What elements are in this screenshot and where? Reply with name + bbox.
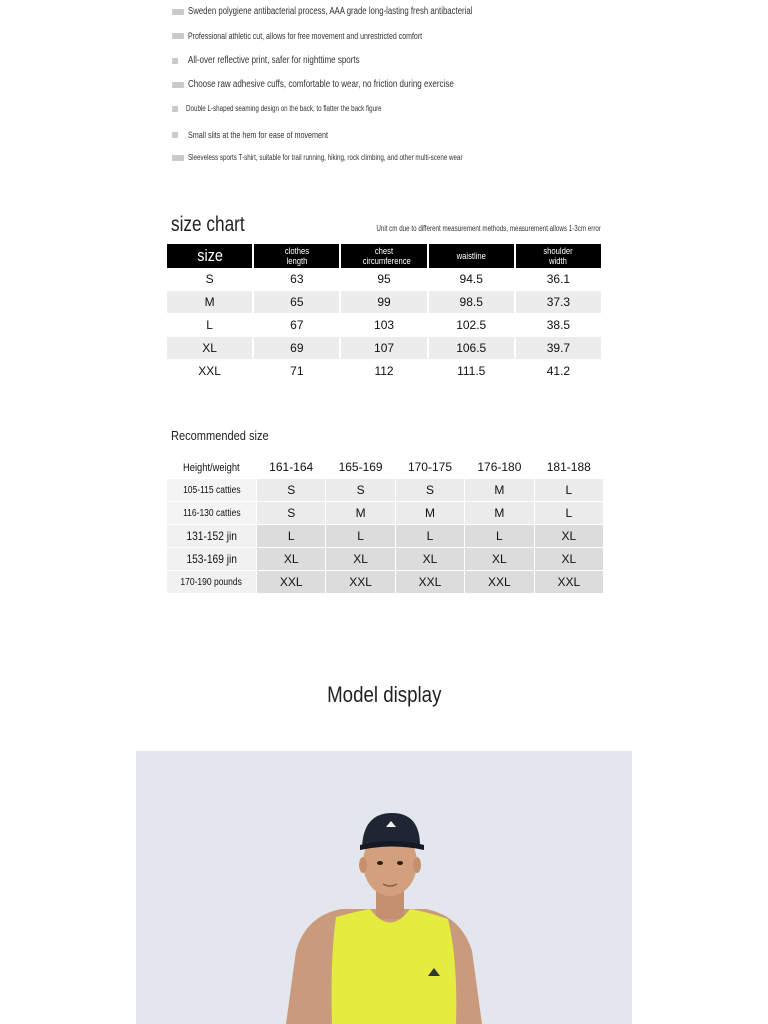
model-illustration	[136, 751, 632, 1024]
weight-label: 116-130 catties	[167, 502, 256, 524]
table-cell: 94.5	[429, 268, 514, 291]
table-row	[167, 525, 603, 547]
table-cell: 99	[341, 291, 426, 314]
model-tank-top	[332, 909, 457, 1024]
table-cell: L	[326, 525, 394, 547]
table-cell: 36.1	[516, 268, 601, 291]
feature-item: Sleeveless sports T-shirt, suitable for trail running, hiking, rock climbing, and other multi-scene wear	[172, 153, 540, 162]
recommended-header-row	[167, 456, 603, 478]
table-cell: 41.2	[516, 360, 601, 383]
size-chart-unit-note: Unit cm due to different measurement methods, measurement allows 1-3cm error	[376, 224, 601, 233]
weight-label: 105-115 catties	[167, 479, 256, 501]
table-cell: M	[167, 291, 252, 314]
table-cell: 67	[254, 314, 339, 337]
model-ear	[359, 857, 367, 873]
size-chart-header-row	[167, 244, 601, 268]
bullet-icon	[172, 155, 184, 161]
model-ear	[413, 857, 421, 873]
table-cell: XL	[167, 337, 252, 360]
table-cell: XXL	[396, 571, 464, 593]
recommended-size-table	[166, 455, 604, 594]
table-cell: 65	[254, 291, 339, 314]
bullet-icon	[172, 82, 184, 88]
table-cell: 98.5	[429, 291, 514, 314]
table-row	[167, 571, 603, 593]
waistline-header: waistline	[429, 244, 514, 268]
table-cell: 95	[341, 268, 426, 291]
height-range-header: 161-164	[257, 456, 325, 478]
height-range-header: 181-188	[535, 456, 603, 478]
table-cell: XL	[257, 548, 325, 570]
table-cell: L	[396, 525, 464, 547]
table-row	[167, 479, 603, 501]
table-cell: S	[326, 479, 394, 501]
table-cell: 107	[341, 337, 426, 360]
table-cell: XL	[326, 548, 394, 570]
feature-item: Professional athletic cut, allows for free movement and unrestricted comfort	[172, 31, 488, 41]
table-cell: XXL	[257, 571, 325, 593]
table-row	[167, 314, 601, 337]
table-cell: L	[167, 314, 252, 337]
weight-label: 170-190 pounds	[167, 571, 256, 593]
weight-label: 153-169 jin	[167, 548, 256, 570]
table-row	[167, 337, 601, 360]
table-cell: 103	[341, 314, 426, 337]
table-row	[167, 360, 601, 383]
height-range-header: 165-169	[326, 456, 394, 478]
table-cell: 71	[254, 360, 339, 383]
recommended-size-title: Recommended size	[171, 428, 269, 443]
table-cell: S	[167, 268, 252, 291]
model-eye	[397, 861, 403, 865]
size-chart-title: size chart	[171, 213, 245, 236]
chest-header: chest circumference	[341, 244, 426, 268]
table-row	[167, 548, 603, 570]
height-weight-header: Height/weight	[167, 456, 256, 478]
table-cell: 39.7	[516, 337, 601, 360]
feature-item: Double L-shaped seaming design on the back, to flatter the back figure	[172, 104, 437, 113]
weight-label: 131-152 jin	[167, 525, 256, 547]
table-cell: 112	[341, 360, 426, 383]
height-range-header: 176-180	[465, 456, 533, 478]
bullet-icon	[172, 9, 184, 15]
table-cell: XXL	[167, 360, 252, 383]
table-cell: L	[465, 525, 533, 547]
model-photo	[136, 751, 632, 1024]
feature-item: Choose raw adhesive cuffs, comfortable to wear, no friction during exercise	[172, 79, 520, 90]
height-range-header: 170-175	[396, 456, 464, 478]
table-cell: S	[257, 502, 325, 524]
feature-item: All-over reflective print, safer for nighttime sports	[172, 55, 403, 66]
table-cell: XL	[535, 525, 603, 547]
table-cell: XL	[465, 548, 533, 570]
table-cell: S	[257, 479, 325, 501]
table-cell: XXL	[535, 571, 603, 593]
feature-item: Sweden polygiene antibacterial process, AAA grade long-lasting fresh antibacterial	[172, 6, 553, 17]
table-cell: L	[257, 525, 325, 547]
feature-item: Small slits at the hem for ease of movement	[172, 130, 363, 140]
table-cell: 69	[254, 337, 339, 360]
table-cell: XL	[535, 548, 603, 570]
table-cell: M	[465, 502, 533, 524]
size-header: size	[167, 244, 252, 268]
bullet-icon	[172, 106, 178, 112]
table-row	[167, 502, 603, 524]
model-display-title: Model display	[326, 682, 442, 707]
bullet-icon	[172, 33, 184, 39]
table-cell: XL	[396, 548, 464, 570]
table-cell: L	[535, 502, 603, 524]
bullet-icon	[172, 58, 178, 64]
size-chart-table	[165, 244, 603, 383]
table-cell: S	[396, 479, 464, 501]
table-cell: M	[396, 502, 464, 524]
table-cell: XXL	[326, 571, 394, 593]
bullet-icon	[172, 132, 178, 138]
table-cell: 106.5	[429, 337, 514, 360]
table-cell: 37.3	[516, 291, 601, 314]
table-cell: 63	[254, 268, 339, 291]
table-cell: M	[326, 502, 394, 524]
table-cell: XXL	[465, 571, 533, 593]
model-eye	[377, 861, 383, 865]
table-row	[167, 291, 601, 314]
table-cell: 102.5	[429, 314, 514, 337]
shoulder-header: shoulder width	[516, 244, 601, 268]
table-row	[167, 268, 601, 291]
clothes-length-header: clothes length	[254, 244, 339, 268]
table-cell: L	[535, 479, 603, 501]
table-cell: 111.5	[429, 360, 514, 383]
table-cell: M	[465, 479, 533, 501]
table-cell: 38.5	[516, 314, 601, 337]
